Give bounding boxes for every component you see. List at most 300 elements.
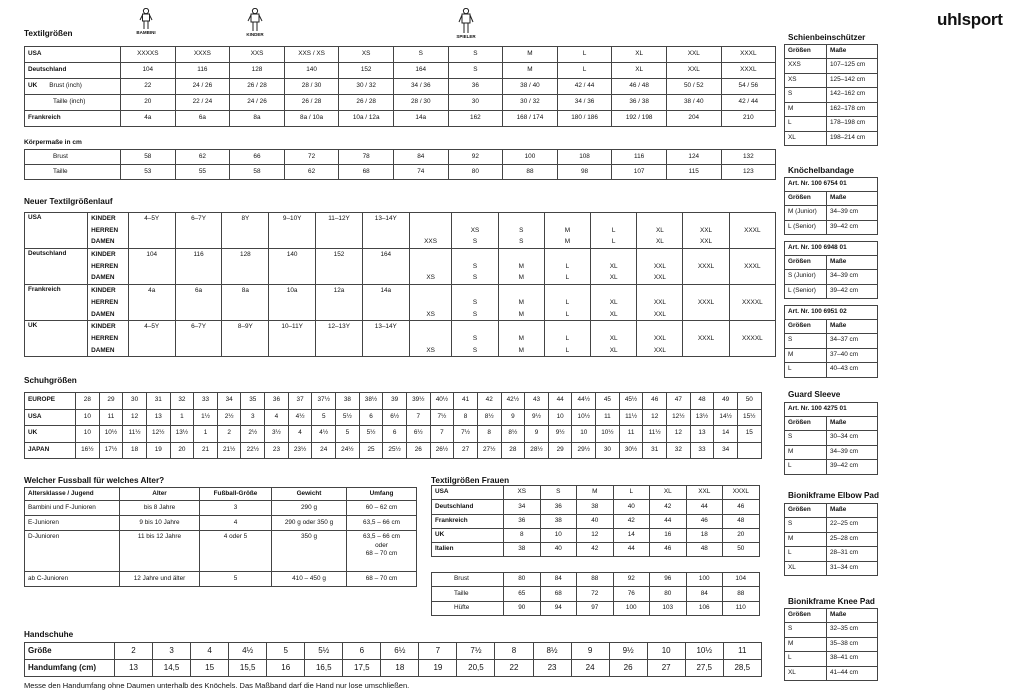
textil-row-brust [25, 79, 776, 95]
table-cell: 106 [686, 601, 723, 615]
table-cell: XXXXS [121, 47, 176, 63]
side-row [785, 270, 878, 285]
table-cell: S [785, 518, 827, 533]
header-cell: Maße [827, 256, 878, 270]
table-cell: bis 8 Jahre [120, 501, 200, 516]
table-cell: 12 [123, 409, 147, 426]
child-figure-icon [139, 8, 153, 30]
art-row [785, 178, 878, 192]
table-cell: 168 / 174 [503, 111, 558, 127]
table-cell: 29 [548, 442, 572, 459]
table-cell: 34–39 cm [827, 445, 878, 460]
table-cell: 84 [686, 587, 723, 601]
frauen-title: Textilgrößen Frauen [431, 476, 510, 485]
table-cell: 38 [577, 500, 614, 514]
table-cell: L [557, 63, 612, 79]
table-cell: 35 [241, 393, 265, 410]
table-cell: 8 [495, 643, 533, 660]
table-cell: 88 [503, 165, 558, 180]
table-cell: 30 [448, 95, 503, 111]
table-cell: 97 [577, 601, 614, 615]
table-cell: S [785, 623, 827, 638]
table-cell: 28 / 30 [393, 95, 448, 111]
adult-size [683, 285, 729, 321]
frauen-body-row [432, 587, 760, 601]
table-cell: 88 [577, 573, 614, 587]
kinder-size [128, 249, 175, 285]
table-cell: 25½ [383, 442, 407, 459]
table-cell: 13 [690, 426, 714, 443]
adult-size [637, 213, 683, 249]
table-cell: 4½ [229, 643, 267, 660]
header-cell: Fußball-Größe [200, 488, 272, 501]
table-cell: 22–25 cm [827, 518, 878, 533]
knee-title: Bionikframe Knee Pad [788, 597, 875, 606]
taille-label: Taille [53, 167, 68, 175]
table-cell: Bambini und F-Junioren [25, 501, 120, 516]
side-row [785, 59, 878, 74]
table-cell: L [785, 652, 827, 667]
side-row [785, 334, 878, 349]
spacer [785, 299, 878, 306]
table-cell: 12 [667, 426, 691, 443]
textil-table [24, 46, 776, 127]
kinder-size [222, 249, 269, 285]
table-cell: L [613, 486, 650, 500]
herren-value: XXXL [697, 334, 715, 342]
table-cell: 20 [170, 442, 194, 459]
table-cell: 140 [284, 63, 339, 79]
table-cell: 40 [577, 514, 614, 528]
table-cell: XL [785, 666, 827, 681]
table-cell: 30 / 32 [503, 95, 558, 111]
row-label: Brust [432, 573, 504, 587]
kinder-value: 12a [333, 287, 345, 295]
table-cell: 10 [540, 528, 577, 542]
textil-row-fr [25, 111, 776, 127]
kinder-value: 8a [241, 287, 249, 295]
table-cell: 5 [312, 409, 336, 426]
table-cell: XS [785, 73, 827, 88]
table-cell: 12 [577, 528, 614, 542]
table-cell: 6½ [406, 426, 430, 443]
table-cell: 62 [175, 150, 230, 165]
table-cell: XXS [785, 59, 827, 74]
table-cell: XXXL [723, 486, 760, 500]
art-row [785, 403, 878, 417]
handschuhe-note: Messe den Handumfang ohne Daumen unterhalb des Knöchels. Das Maßband darf die Hand nur lose umschließen. [24, 681, 410, 690]
adult-size [498, 321, 544, 357]
table-cell: S [448, 47, 503, 63]
table-cell: 15 [191, 660, 229, 677]
herren-value: XXL [653, 262, 666, 270]
table-cell: 49 [714, 393, 738, 410]
kinder-size [316, 213, 363, 249]
damen-value: XL [655, 238, 664, 246]
table-cell: XXL [686, 486, 723, 500]
art-number: Art. Nr. 100 4275 01 [785, 403, 878, 417]
table-cell: XL [612, 63, 667, 79]
header-cell: Größen [785, 320, 827, 334]
side-header [785, 609, 878, 623]
kinder-value: 104 [146, 251, 158, 259]
kinder-size [222, 213, 269, 249]
xxs-value: XS [426, 274, 435, 282]
table-cell: XXL [666, 47, 721, 63]
kinder-size [175, 321, 222, 357]
guard-table [784, 402, 878, 475]
frauen-body-row [432, 573, 760, 587]
role-label: DAMEN [91, 238, 115, 246]
table-cell: L (Senior) [785, 284, 827, 299]
table-cell: 8 [477, 426, 501, 443]
schuh-table [24, 392, 762, 459]
table-cell: 13½ [170, 426, 194, 443]
table-cell: 39–42 cm [827, 460, 878, 475]
schuh-title: Schuhgrößen [24, 376, 77, 385]
frauen-row [432, 500, 760, 514]
table-cell: 42 [577, 543, 614, 557]
kinder-size [128, 285, 175, 321]
herren-value: M [518, 334, 524, 342]
table-cell: 30½ [619, 442, 643, 459]
side-row [785, 363, 878, 378]
table-cell: 98 [557, 165, 612, 180]
brand-logo: uhlsport [937, 10, 1003, 29]
row-label [25, 150, 121, 165]
side-header [785, 417, 878, 431]
damen-value: L [565, 310, 570, 318]
table-cell: 124 [666, 150, 721, 165]
adult-size [729, 321, 775, 357]
row-label [25, 79, 121, 95]
country-label: UK [25, 321, 88, 357]
table-cell: 44½ [572, 393, 596, 410]
damen-value: XL [609, 346, 618, 354]
row-label: Frankreich [432, 514, 504, 528]
table-cell: 19 [419, 660, 457, 677]
table-cell: 92 [613, 573, 650, 587]
header-cell: Umfang [347, 488, 417, 501]
kinder-size [362, 213, 409, 249]
table-cell: S [785, 334, 827, 349]
table-cell: 26 / 28 [339, 95, 394, 111]
table-cell: L [785, 547, 827, 562]
table-cell: 18 [686, 528, 723, 542]
table-cell: XXXL [721, 47, 776, 63]
adult-size [452, 321, 498, 357]
herren-value: XL [609, 334, 618, 342]
herren-value: XXXL [744, 226, 761, 234]
table-cell: 108 [557, 150, 612, 165]
adult-size [637, 321, 683, 357]
table-cell: 10 [647, 643, 685, 660]
table-cell: 9½ [548, 426, 572, 443]
table-cell: 11 [596, 409, 620, 426]
frauen-row [432, 543, 760, 557]
table-cell: 5½ [359, 426, 383, 443]
table-cell: 45 [596, 393, 620, 410]
table-cell: 14 [714, 426, 738, 443]
handschuhe-table [24, 642, 762, 677]
table-cell: 34 / 36 [393, 79, 448, 95]
table-cell: 115 [666, 165, 721, 180]
table-cell: 16 [267, 660, 305, 677]
table-cell: 60 – 62 cm [347, 501, 417, 516]
table-cell: 31–34 cm [827, 561, 878, 576]
table-cell: 410 – 450 g [272, 572, 347, 587]
table-cell: 8a / 10a [284, 111, 339, 127]
table-cell: 45½ [619, 393, 643, 410]
table-cell: 43 [525, 393, 549, 410]
damen-value: XXL [653, 346, 666, 354]
header-cell: Maße [827, 192, 878, 206]
roles-cell [88, 213, 129, 249]
hand-row [25, 643, 762, 660]
kinder-value: 6a [194, 287, 203, 295]
table-cell: M [785, 532, 827, 547]
table-cell: 107 [612, 165, 667, 180]
table-cell: 38½ [359, 393, 383, 410]
table-cell: 28–31 cm [827, 547, 878, 562]
adult-size [452, 249, 498, 285]
side-row [785, 460, 878, 475]
table-cell: 80 [504, 573, 541, 587]
table-cell: 65 [504, 587, 541, 601]
table-cell: 54 / 56 [721, 79, 776, 95]
table-cell: 23 [533, 660, 571, 677]
table-cell: S [785, 88, 827, 103]
table-cell: 10 [76, 409, 100, 426]
header-cell: Gewicht [272, 488, 347, 501]
table-cell: 36 [448, 79, 503, 95]
side-row [785, 652, 878, 667]
fussball-row [25, 516, 417, 531]
table-cell: 41 [454, 393, 478, 410]
table-cell: 38 [504, 543, 541, 557]
table-cell: 37 [288, 393, 312, 410]
table-cell: 88 [723, 587, 760, 601]
table-cell: 38–41 cm [827, 652, 878, 667]
kinder-size [175, 249, 222, 285]
table-cell: 2½ [217, 409, 241, 426]
table-cell: 4½ [288, 409, 312, 426]
table-cell: 11½ [123, 426, 147, 443]
table-cell: 68 [339, 165, 394, 180]
spieler-label: SPIELER [456, 34, 476, 39]
art-row [785, 242, 878, 256]
table-cell: 7 [406, 409, 430, 426]
adult-size [591, 249, 637, 285]
table-cell: 192 / 198 [612, 111, 667, 127]
table-cell: 90 [504, 601, 541, 615]
koerper-title: Körpermaße in cm [24, 139, 82, 146]
herren-value: XXXXL [742, 298, 763, 306]
damen-value: S [472, 346, 478, 354]
table-cell: 2 [115, 643, 153, 660]
table-cell: 290 g oder 350 g [272, 516, 347, 531]
table-cell: XS [504, 486, 541, 500]
table-cell: 17½ [99, 442, 123, 459]
table-cell: 25 [359, 442, 383, 459]
roles-cell [88, 285, 129, 321]
textil-row-de [25, 63, 776, 79]
table-cell: L [785, 363, 827, 378]
neuer-title: Neuer Textilgrößenlauf [24, 197, 113, 206]
header-cell: Maße [827, 504, 878, 518]
damen-value: M [518, 274, 524, 282]
herren-value: M [518, 262, 524, 270]
table-cell: 6 [383, 426, 407, 443]
row-label: USA [25, 409, 76, 426]
row-label: Handumfang (cm) [25, 660, 115, 677]
country-label: USA [25, 213, 88, 249]
row-label: EUROPE [25, 393, 76, 410]
table-cell: 1 [170, 409, 194, 426]
herren-value: XS [470, 226, 480, 234]
table-cell: 125–142 cm [827, 73, 878, 88]
kinder-size [269, 285, 316, 321]
table-cell: 8a [230, 111, 285, 127]
table-cell: 6a [175, 111, 230, 127]
herren-value: XL [609, 262, 618, 270]
table-cell: 58 [230, 165, 285, 180]
table-cell: 42 / 44 [721, 95, 776, 111]
table-cell: 162–178 cm [827, 102, 878, 117]
adult-size [729, 249, 775, 285]
table-cell: 25–28 cm [827, 532, 878, 547]
schuh-row [25, 393, 762, 410]
row-label: USA [432, 486, 504, 500]
table-cell: 53 [121, 165, 176, 180]
table-cell: 6 [359, 409, 383, 426]
herren-value: XXXL [697, 262, 715, 270]
table-cell: 5 [336, 426, 360, 443]
textil-row-usa [25, 47, 776, 63]
table-cell: 46 [723, 500, 760, 514]
table-cell: 38 [336, 393, 360, 410]
kinder-size [316, 321, 363, 357]
role-label: DAMEN [91, 310, 115, 318]
header-cell: Maße [827, 417, 878, 431]
table-cell: 24 [571, 660, 609, 677]
role-label: DAMEN [91, 274, 115, 282]
spieler-figure [452, 8, 480, 39]
table-cell: 22 [121, 79, 176, 95]
table-cell: 34–39 cm [827, 206, 878, 221]
table-cell: 210 [721, 111, 776, 127]
role-label: DAMEN [91, 346, 115, 354]
table-cell: M (Junior) [785, 206, 827, 221]
bambini-label: BAMBINI [136, 30, 156, 35]
schienbein-title: Schienbeinschützer [788, 33, 866, 42]
side-row [785, 206, 878, 221]
table-cell: 37½ [312, 393, 336, 410]
kinder-size [269, 249, 316, 285]
table-cell: 34 [504, 500, 541, 514]
table-cell: 7 [419, 643, 457, 660]
roles-cell [88, 249, 129, 285]
table-cell: 68 – 70 cm [347, 572, 417, 587]
table-cell: 74 [393, 165, 448, 180]
herren-value: L [565, 334, 570, 342]
table-cell: S [448, 63, 503, 79]
table-cell: 12½ [667, 409, 691, 426]
art-number: Art. Nr. 100 6948 01 [785, 242, 878, 256]
side-row [785, 445, 878, 460]
table-cell: 34–39 cm [827, 270, 878, 285]
kinder-value: 4–5Y [144, 215, 160, 222]
frauen-table [431, 485, 760, 557]
table-cell: 18 [123, 442, 147, 459]
table-cell: 22 [495, 660, 533, 677]
table-cell: 11 [619, 426, 643, 443]
table-cell: 84 [393, 150, 448, 165]
table-cell: 3 [153, 643, 191, 660]
table-cell: 31 [643, 442, 667, 459]
table-cell: 29 [99, 393, 123, 410]
row-label: Hüfte [432, 601, 504, 615]
child-figure-icon [247, 8, 263, 32]
table-cell: 28 [501, 442, 525, 459]
kinder-size [175, 285, 222, 321]
kinder-value: 164 [380, 251, 392, 259]
adult-size [637, 249, 683, 285]
table-cell: 16,5 [305, 660, 343, 677]
table-cell: S (Junior) [785, 270, 827, 285]
table-cell: 30 / 32 [339, 79, 394, 95]
table-cell: M [785, 102, 827, 117]
role-label: KINDER [91, 251, 116, 259]
table-cell: M [503, 47, 558, 63]
herren-value: M [564, 226, 571, 234]
table-cell: 11 [723, 643, 761, 660]
xxs-value: XS [426, 310, 435, 318]
table-cell: 15 [737, 426, 761, 443]
table-cell: 46 [686, 514, 723, 528]
table-cell: 33 [690, 442, 714, 459]
table-cell: 32 [667, 442, 691, 459]
table-cell: 39–42 cm [827, 284, 878, 299]
kinder-value: 8–9Y [237, 323, 253, 331]
table-cell: 78 [339, 150, 394, 165]
kinder-value: 116 [193, 251, 204, 259]
table-cell: 103 [650, 601, 687, 615]
koerper-row-brust [25, 150, 776, 165]
damen-value: M [564, 238, 571, 246]
damen-value: XXL [700, 238, 713, 246]
xxs-cell [409, 285, 452, 321]
brust-label: Brust [53, 152, 68, 160]
table-cell: 4 [265, 409, 289, 426]
table-cell: 2 [217, 426, 241, 443]
table-cell: 13 [146, 409, 170, 426]
table-cell: 80 [448, 165, 503, 180]
table-cell: 92 [448, 150, 503, 165]
table-cell: 178–198 cm [827, 117, 878, 132]
table-cell: XXL [666, 63, 721, 79]
kinder-size [222, 321, 269, 357]
side-header [785, 45, 878, 59]
table-cell: 104 [121, 63, 176, 79]
table-cell: 30 [123, 393, 147, 410]
table-cell: 41–44 cm [827, 666, 878, 681]
table-cell: 63,5 – 66 cm [347, 516, 417, 531]
table-cell: S [393, 47, 448, 63]
table-cell: 8½ [477, 409, 501, 426]
table-cell: 42 [477, 393, 501, 410]
kinder-value: 6–7Y [191, 323, 207, 331]
